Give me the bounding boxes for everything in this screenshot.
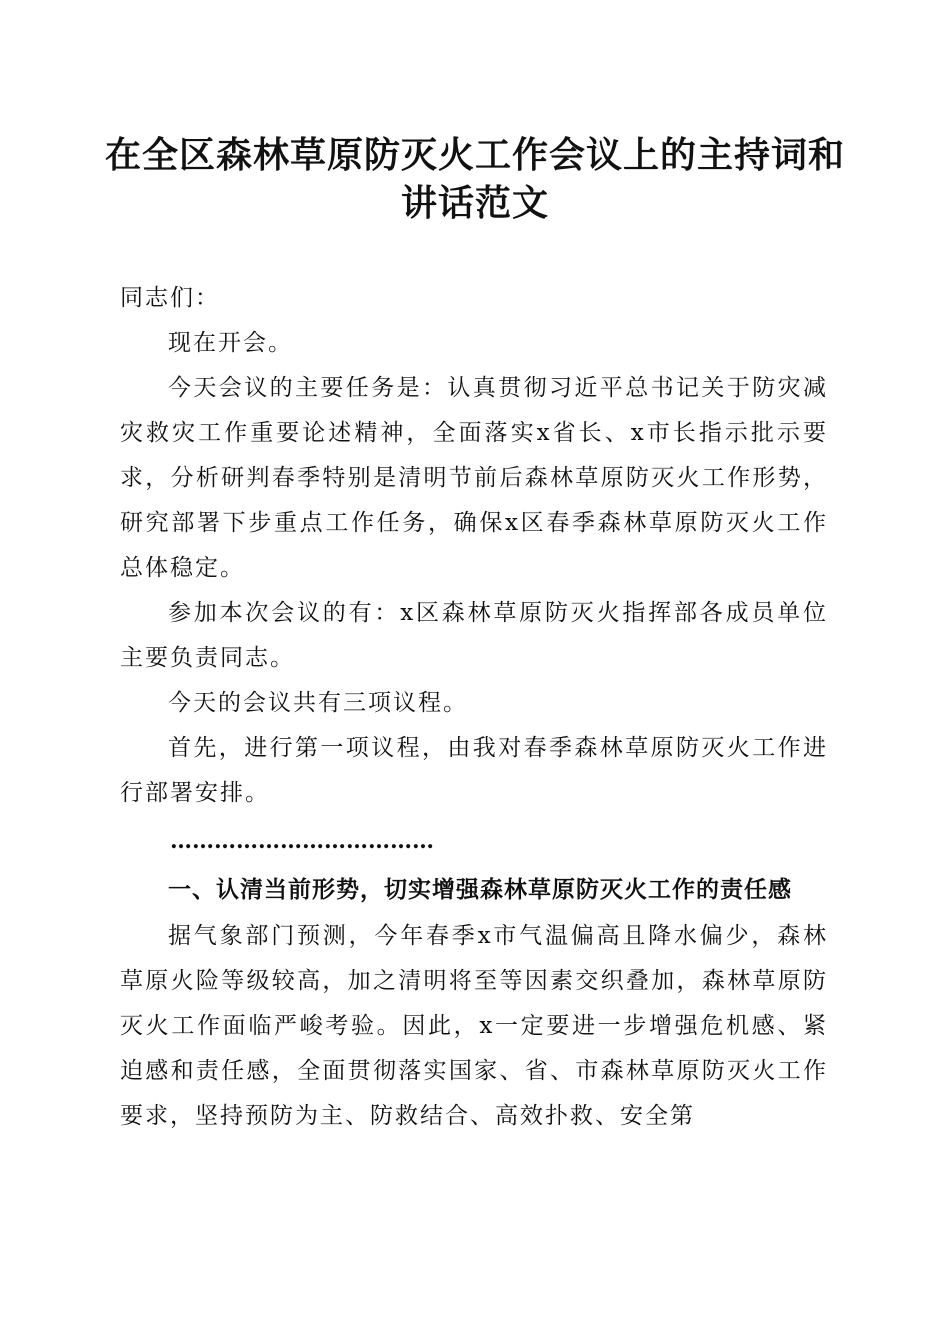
salutation: 同志们： (120, 285, 220, 311)
section-paragraph: 据气象部门预测，今年春季x市气温偏高且降水偏少，森林草原火险等级较高，加之清明将至等因素交织叠加，森林草原防灭火工作面临严峻考验。因此，x一定要进一步增强危机感、紧迫感和责任感，全面贯彻落实国家、省、市森林草原防灭火工作要求，坚持预防为主、防救结合、高效扑救、安全第 (120, 923, 828, 1129)
ellipsis-divider: ……………………………… (170, 828, 434, 854)
paragraph-agenda: 今天的会议共有三项议程。 (168, 690, 468, 716)
document-body (120, 276, 828, 1139)
paragraph-first-item: 首先，进行第一项议程，由我对春季森林草原防灭火工作进行部署安排。 (120, 735, 828, 806)
section-heading: 一、认清当前形势，切实增强森林草原防灭火工作的责任感 (168, 877, 792, 903)
document-title: 在全区森林草原防灭火工作会议上的主持词和讲话范文 (104, 135, 845, 224)
paragraph-opening: 现在开会。 (168, 330, 293, 356)
paragraph-tasks: 今天会议的主要任务是：认真贯彻习近平总书记关于防灾减灾救灾工作重要论述精神，全面落实x省长、x市长指示批示要求，分析研判春季特别是清明节前后森林草原防灭火工作形势，研究部署下步重点工作任务，确保x区春季森林草原防灭火工作总体稳定。 (120, 375, 828, 581)
paragraph-attendees: 参加本次会议的有：x区森林草原防灭火指挥部各成员单位主要负责同志。 (120, 600, 828, 671)
